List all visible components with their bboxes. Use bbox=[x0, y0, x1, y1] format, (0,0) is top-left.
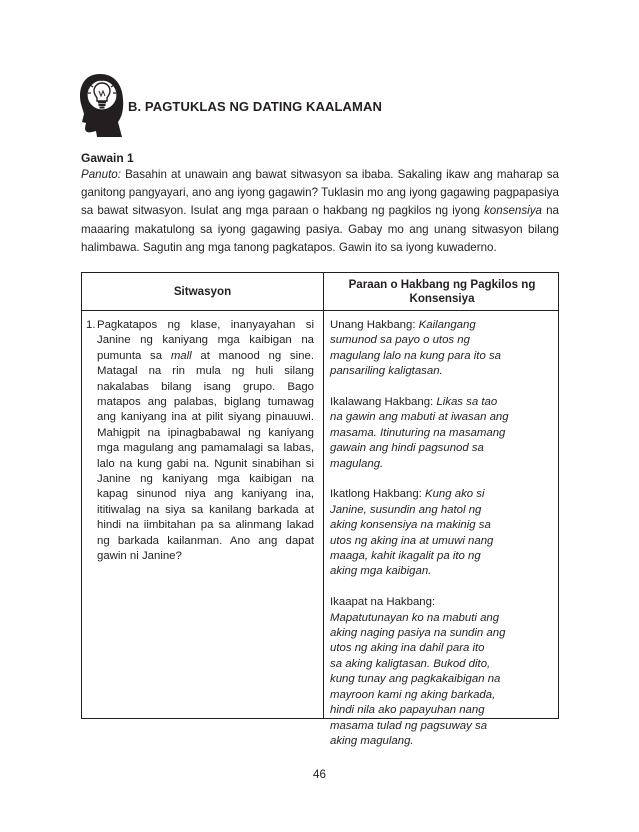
step-line: aking konsensiya na makinig sa bbox=[330, 519, 491, 532]
situation-text bbox=[97, 318, 314, 565]
step-line: magulang. bbox=[330, 457, 384, 470]
step-line: utos ng aking ina at umuwi nang bbox=[330, 534, 494, 547]
steps-cell bbox=[330, 318, 552, 765]
step-line: Mapatutunayan ko na mabuti ang bbox=[330, 611, 500, 624]
step-line: aking magulang. bbox=[330, 734, 414, 747]
situation-item bbox=[86, 318, 314, 565]
instructions-paragraph bbox=[81, 166, 559, 257]
header-sitwasyon: Sitwasyon bbox=[173, 284, 232, 298]
step-line: aking mga kaibigan. bbox=[330, 565, 432, 578]
instructions-text-part2: na maaaring makatulong sa iyong gagawing pasiya. Gabay mo ang unang sitwasyon bilang halimbawa. Sagutin ang mga tanong pagkatapos. Gawin ito sa iyong kuwaderno. bbox=[81, 204, 559, 254]
instructions-text-part1: Basahin at unawain ang bawat sitwasyon sa ibaba. Sakaling ikaw ang maharap sa ganitong pangyayari, ano ang iyong gagawin? Tuklasin mo ang iyong gagawing pagpapasiya sa bawat sitwasyon. Isulat ang mga paraan o hakbang ng pagkilos ng iyong bbox=[81, 168, 559, 218]
step-line: mayroon kami ng aking barkada, bbox=[330, 688, 496, 701]
situation-cell bbox=[86, 318, 314, 565]
table-column-divider bbox=[323, 273, 324, 718]
step-line: masama. Itinuturing na masamang bbox=[330, 426, 506, 439]
step-label: Ikaapat na Hakbang: bbox=[330, 596, 436, 609]
step-line: hindi nila ako papayuhan nang bbox=[330, 704, 485, 717]
situation-text-part1: Pagkatapos ng klase, inanyayahan si Janine ng kaniyang mga kaibigan na pumunta sa bbox=[97, 319, 314, 362]
header-paraan: Paraan o Hakbang ng Pagkilos ng Konsensiya bbox=[348, 277, 536, 305]
step-label: Ikalawang Hakbang: bbox=[330, 396, 437, 409]
section-title: B. PAGTUKLAS NG DATING KAALAMAN bbox=[128, 99, 382, 114]
step-line: utos ng aking ina dahil para ito bbox=[330, 642, 485, 655]
step-line: sumunod sa payo o utos ng bbox=[330, 334, 470, 347]
situation-number: 1. bbox=[86, 319, 96, 331]
step-line: gawain ang hindi pagsunod sa bbox=[330, 442, 484, 455]
step-1 bbox=[330, 318, 552, 380]
step-line: na gawin ang mabuti at iwasan ang bbox=[330, 411, 509, 424]
activity-title: Gawain 1 bbox=[81, 151, 134, 165]
page-number: 46 bbox=[313, 768, 326, 781]
step-line: aking naging pasiya na sundin ang bbox=[330, 627, 506, 640]
step-line: maaga, kahit ikagalit pa ito ng bbox=[330, 550, 481, 563]
step-2 bbox=[330, 395, 552, 472]
step-first-line: Likas sa tao bbox=[436, 396, 498, 409]
situation-text-part2: at manood ng sine. Matagal na rin mula ng huli silang nakalabas bilang isang grupo. Bago matapos ang palabas, biglang tumawag ang kaniyang ina at pilit siyang pinauuwi. Mahigpit na ipinagbabawal ng kaniyang mga magulang ang pamamalagi sa labas, lalo na kung gabi na. Ngunit sinabihan si Janine ng kaniyang mga kaibigan na kapag sinunod niya ang kaniyang ina, ititiwalag na siya sa kanilang barkada at hindi na iimbitahan pa sa alinmang lakad ng barkada kailanman. Ano ang dapat gawin ni Janine? bbox=[97, 349, 314, 563]
step-line: Janine, susundin ang hatol ng bbox=[330, 503, 482, 516]
step-3 bbox=[330, 487, 552, 579]
step-line: masama tulad ng pagsuway sa bbox=[330, 719, 488, 732]
step-line: pansariling kaligtasan. bbox=[330, 365, 443, 378]
instructions-emphasis: konsensiya bbox=[484, 204, 543, 218]
instructions-label: Panuto: bbox=[81, 168, 121, 181]
step-label: Unang Hakbang: bbox=[330, 319, 419, 331]
situation-emphasis: mall bbox=[170, 349, 192, 362]
step-line: kung tunay ang pagkakaibigan na bbox=[330, 673, 501, 686]
situation-table bbox=[81, 272, 559, 747]
step-label: Ikatlong Hakbang: bbox=[330, 488, 425, 501]
step-line: magulang lalo na kung para ito sa bbox=[330, 349, 501, 362]
step-line: sa aking kaligtasan. Bukod dito, bbox=[330, 657, 491, 670]
step-4 bbox=[330, 595, 552, 749]
head-with-lightbulb-icon bbox=[78, 72, 124, 138]
step-first-line: Kung ako si bbox=[425, 488, 485, 501]
step-first-line: Kailangang bbox=[418, 319, 476, 331]
